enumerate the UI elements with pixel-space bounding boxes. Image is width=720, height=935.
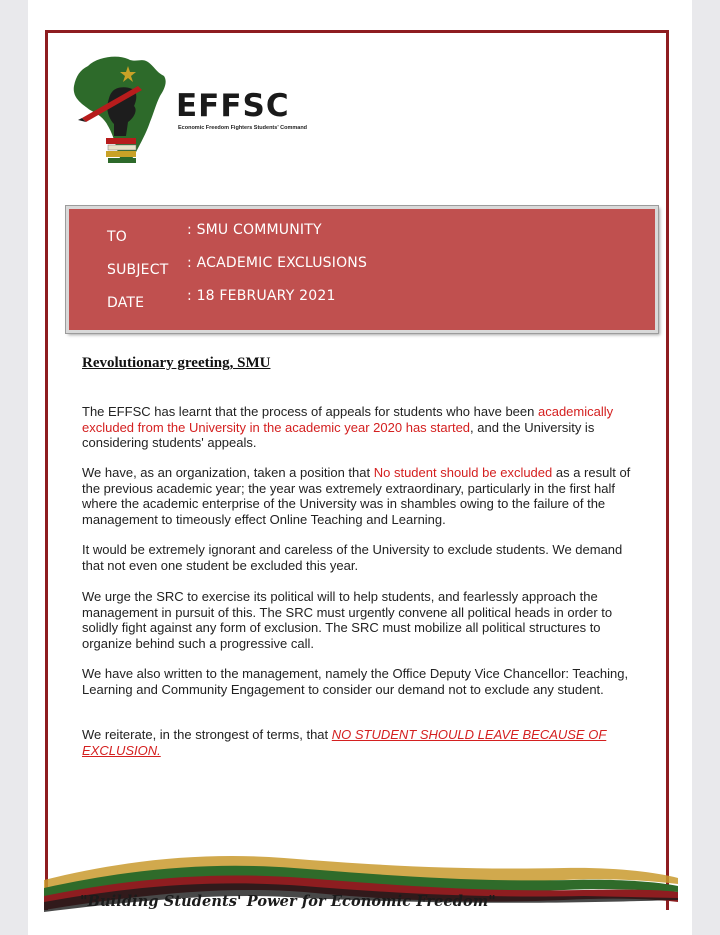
brand-full-name: Economic Freedom Fighters Students' Command: [178, 125, 308, 131]
subject-label: SUBJECT: [107, 262, 169, 278]
highlight-text: academically excluded from the University in the academic year 2020 has started: [82, 404, 614, 435]
paragraph-4: We urge the SRC to exercise its political will to help students, and fearlessly approach the management in pursuit of this. The SRC must urgently convene all political heads in order to solidly fight against any form of exclusion. The SRC must mobilize all political structures to organize behind such a progressive call.: [82, 589, 613, 651]
brand-name: EFFSC: [176, 88, 290, 124]
paragraph-6: We reiterate, in the strongest of terms, that NO STUDENT SHOULD LEAVE BECAUSE OF EXCLUSION.: [82, 727, 607, 758]
to-value: : SMU COMMUNITY: [187, 222, 322, 238]
date-value: : 18 FEBRUARY 2021: [187, 288, 336, 304]
emphasis-text: NO STUDENT SHOULD LEAVE BECAUSE OF EXCLUSION.: [82, 727, 607, 758]
paragraph-5: We have also written to the management, namely the Office Deputy Vice Chancellor: Teaching, Learning and Community Engagement to consider our demand not to exclude any student.: [82, 666, 629, 697]
greeting: Revolutionary greeting, SMU: [82, 355, 271, 371]
date-label: DATE: [107, 295, 145, 311]
subject-value: : ACADEMIC EXCLUSIONS: [187, 255, 368, 271]
paragraph-1: The EFFSC has learnt that the process of appeals for students who have been academically excluded from the University in the academic year 2020 has started, and the University is considering students' appeals.: [82, 404, 614, 450]
paragraph-3: It would be extremely ignorant and careless of the University to exclude students. We demand that not even one student be excluded this year.: [82, 542, 623, 573]
footer-motto: "Building Students' Power for Economic Freedom": [80, 893, 496, 910]
books-icon: [106, 138, 136, 144]
paragraph-2: We have, as an organization, taken a position that No student should be excluded as a result of the previous academic year; the year was extremely extraordinary, particularly in the first half where the academic enterprise of the University was in shambles owing to the failure of the management to timeously effect Online Teaching and Learning.: [82, 465, 631, 527]
to-label: TO: [107, 229, 127, 245]
effsc-logo: [68, 52, 178, 170]
highlight-text: No student should be excluded: [373, 465, 553, 480]
